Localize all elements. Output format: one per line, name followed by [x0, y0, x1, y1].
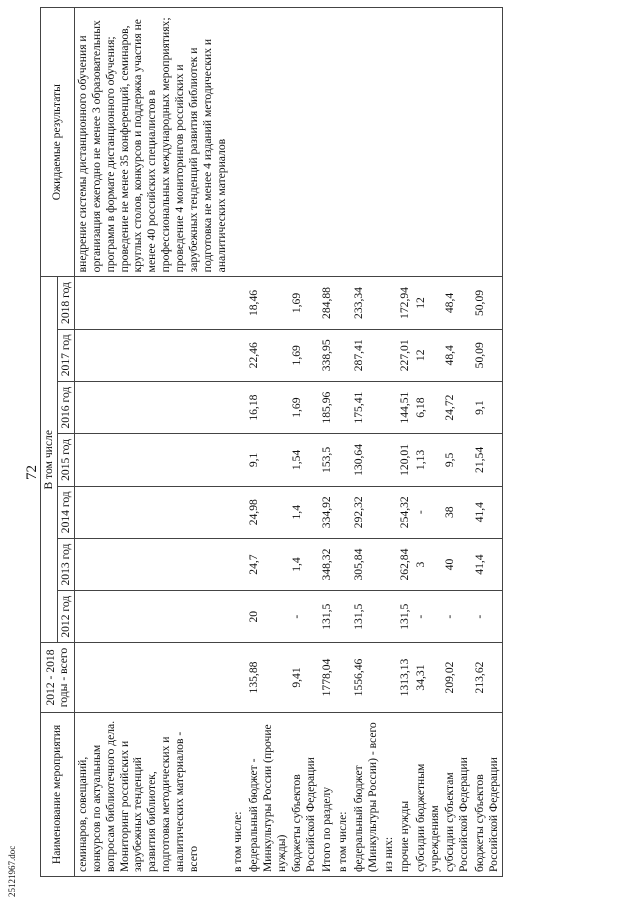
row-result	[319, 8, 335, 277]
header-year: 2014 год	[57, 486, 74, 538]
row-year-value: 9,1	[472, 381, 502, 433]
row-year-value	[381, 381, 397, 433]
header-year: 2012 год	[57, 591, 74, 643]
table-row	[74, 8, 229, 877]
row-name: прочие нужды	[397, 712, 413, 876]
table-row	[381, 8, 397, 877]
table-row	[319, 8, 335, 877]
row-year-value	[230, 329, 246, 381]
row-year-value	[74, 277, 229, 329]
row-year-value: 41,4	[472, 486, 502, 538]
row-year-value	[230, 591, 246, 643]
row-name: из них:	[381, 712, 397, 876]
row-year-value	[335, 434, 351, 486]
row-year-value: 3	[413, 538, 443, 590]
row-year-value: 305,84	[351, 538, 381, 590]
row-year-value: 175,41	[351, 381, 381, 433]
row-name: субсидии бюджетным учреждениям	[413, 712, 443, 876]
row-year-value	[335, 538, 351, 590]
row-year-value: 130,64	[351, 434, 381, 486]
row-name: бюджеты субъектов Российской Федерации	[472, 712, 502, 876]
row-year-value	[381, 329, 397, 381]
row-year-value	[381, 277, 397, 329]
header-name: Наименование мероприятия	[41, 712, 75, 876]
row-year-value: 131,5	[351, 591, 381, 643]
row-year-value: 334,92	[319, 486, 335, 538]
row-result	[381, 8, 397, 277]
row-year-value	[335, 486, 351, 538]
row-total: 213,62	[472, 643, 502, 713]
row-year-value: 284,88	[319, 277, 335, 329]
row-year-value: 254,32	[397, 486, 413, 538]
row-result	[230, 8, 246, 277]
row-year-value	[381, 538, 397, 590]
row-year-value	[230, 381, 246, 433]
row-year-value: 40	[442, 538, 472, 590]
row-year-value: 172,94	[397, 277, 413, 329]
header-total: 2012 - 2018 годы - всего	[41, 643, 75, 713]
row-year-value	[335, 591, 351, 643]
row-year-value: 41,4	[472, 538, 502, 590]
row-name: семинаров, совещаний, конкурсов по актуальным вопросам библиотечного дела. Мониторинг российских и зарубежных тенденций развития библиотек, подготовка методических и аналитических материалов - всего	[74, 712, 229, 876]
row-name: бюджеты субъектов Российской Федерации	[289, 712, 319, 876]
row-name: федеральный бюджет - Минкультуры России (прочие нужды)	[246, 712, 290, 876]
row-result	[472, 8, 502, 277]
table-row	[413, 8, 443, 877]
row-year-value: 48,4	[442, 277, 472, 329]
row-year-value: 120,01	[397, 434, 413, 486]
header-year: 2018 год	[57, 277, 74, 329]
row-year-value: 18,46	[246, 277, 290, 329]
row-result	[335, 8, 351, 277]
row-year-value: 12	[413, 329, 443, 381]
row-name: в том числе:	[230, 712, 246, 876]
row-year-value	[230, 434, 246, 486]
row-year-value: 348,32	[319, 538, 335, 590]
row-name: Итого по разделу	[319, 712, 335, 876]
row-year-value: -	[442, 591, 472, 643]
row-year-value: 233,34	[351, 277, 381, 329]
row-total: 135,88	[246, 643, 290, 713]
row-year-value: 48,4	[442, 329, 472, 381]
row-total: 34,31	[413, 643, 443, 713]
row-year-value	[335, 329, 351, 381]
row-year-value: 1,4	[289, 538, 319, 590]
row-year-value: 262,84	[397, 538, 413, 590]
row-year-value: 24,72	[442, 381, 472, 433]
row-result	[442, 8, 472, 277]
row-year-value: 227,01	[397, 329, 413, 381]
row-total: 209,02	[442, 643, 472, 713]
row-year-value: 1,69	[289, 277, 319, 329]
row-year-value: 24,98	[246, 486, 290, 538]
row-year-value: 292,32	[351, 486, 381, 538]
row-name: в том числе:	[335, 712, 351, 876]
row-year-value: 20	[246, 591, 290, 643]
row-year-value: -	[289, 591, 319, 643]
row-year-value: 131,5	[319, 591, 335, 643]
table-row	[230, 8, 246, 877]
row-year-value: -	[413, 486, 443, 538]
header-year: 2013 год	[57, 538, 74, 590]
row-year-value: 185,96	[319, 381, 335, 433]
row-result: внедрение системы дистанционного обучения и организация ежегодно не менее 3 образовательных программ в формате дистанционного обучения; проведение не менее 35 конференций, семинаров, круглых столов, конкурсов и поддержка участия не менее 40 российских специалистов в профессиональных международных мероприятиях; проведение 4 мониторингов российских и зарубежных тенденций развития библиотек и подготовка не менее 4 изданий методических и аналитических материалов	[74, 8, 229, 277]
row-total: 1778,04	[319, 643, 335, 713]
row-year-value	[381, 434, 397, 486]
row-year-value	[74, 486, 229, 538]
row-total: 1313,13	[397, 643, 413, 713]
row-result	[246, 8, 290, 277]
row-year-value: 50,09	[472, 277, 502, 329]
row-year-value	[74, 381, 229, 433]
row-year-value	[230, 538, 246, 590]
doc-reference: 25121967.doc	[7, 845, 17, 897]
row-year-value: 16,18	[246, 381, 290, 433]
page-number: 72	[24, 465, 40, 480]
row-year-value	[335, 381, 351, 433]
row-year-value	[335, 277, 351, 329]
header-in-total: В том числе	[41, 277, 58, 643]
row-year-value: 153,5	[319, 434, 335, 486]
row-name: субсидии субъектам Российской Федерации	[442, 712, 472, 876]
header-year: 2015 год	[57, 434, 74, 486]
row-total	[335, 643, 351, 713]
row-year-value: 1,69	[289, 381, 319, 433]
row-year-value: 12	[413, 277, 443, 329]
row-year-value: 1,4	[289, 486, 319, 538]
header-year: 2016 год	[57, 381, 74, 433]
table-body	[74, 8, 502, 877]
row-year-value: 6,18	[413, 381, 443, 433]
row-year-value: 287,41	[351, 329, 381, 381]
row-year-value	[74, 538, 229, 590]
row-year-value: 131,5	[397, 591, 413, 643]
row-year-value	[230, 486, 246, 538]
row-name: федеральный бюджет (Минкультуры России) - всего	[351, 712, 381, 876]
row-year-value: 9,5	[442, 434, 472, 486]
row-total	[74, 643, 229, 713]
row-year-value: 38	[442, 486, 472, 538]
budget-table	[40, 7, 503, 877]
table-row	[472, 8, 502, 877]
row-total: 1556,46	[351, 643, 381, 713]
row-year-value: -	[413, 591, 443, 643]
row-year-value: 338,95	[319, 329, 335, 381]
row-year-value	[74, 434, 229, 486]
row-result	[397, 8, 413, 277]
row-result	[413, 8, 443, 277]
row-year-value: 50,09	[472, 329, 502, 381]
row-year-value: 22,46	[246, 329, 290, 381]
table-row	[335, 8, 351, 877]
table-row	[442, 8, 472, 877]
row-year-value: 1,54	[289, 434, 319, 486]
header-year: 2017 год	[57, 329, 74, 381]
row-year-value	[74, 591, 229, 643]
row-result	[289, 8, 319, 277]
row-year-value	[381, 591, 397, 643]
row-year-value: 9,1	[246, 434, 290, 486]
row-year-value: 1,13	[413, 434, 443, 486]
row-year-value	[381, 486, 397, 538]
row-total	[230, 643, 246, 713]
row-result	[351, 8, 381, 277]
table-row	[351, 8, 381, 877]
row-year-value: -	[472, 591, 502, 643]
header-results: Ожидаемые результаты	[41, 8, 75, 277]
table-row	[289, 8, 319, 877]
row-year-value: 144,51	[397, 381, 413, 433]
row-year-value: 21,54	[472, 434, 502, 486]
table-row	[246, 8, 290, 877]
row-total	[381, 643, 397, 713]
table-row	[397, 8, 413, 877]
row-year-value: 24,7	[246, 538, 290, 590]
row-total: 9,41	[289, 643, 319, 713]
row-year-value: 1,69	[289, 329, 319, 381]
row-year-value	[230, 277, 246, 329]
row-year-value	[74, 329, 229, 381]
